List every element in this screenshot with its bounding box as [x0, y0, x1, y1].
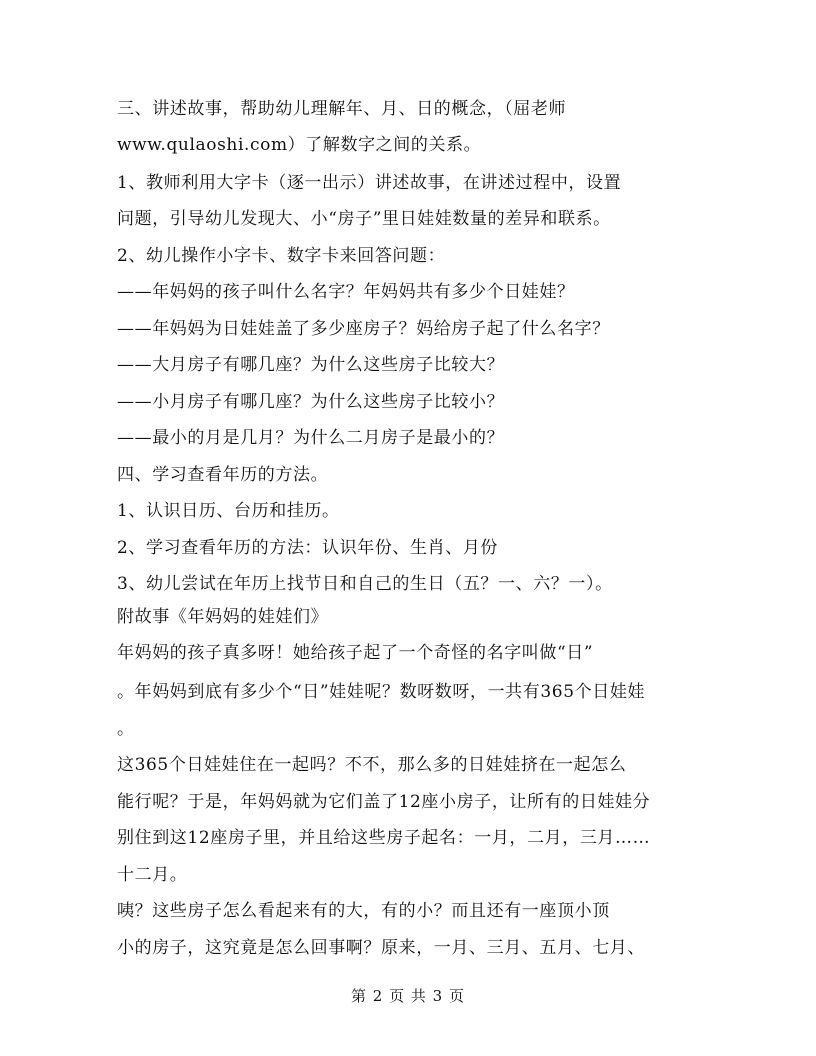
text-line: 。年妈妈到底有多少个“日”娃娃呢？数呀数呀，一共有365个日娃娃: [117, 682, 646, 702]
page-number-footer: 第 2 页 共 3 页: [351, 987, 465, 1005]
text-line: 三、讲述故事，帮助幼儿理解年、月、日的概念，（屈老师: [117, 99, 567, 119]
text-line: 附故事《年妈妈的娃娃们》: [117, 607, 329, 627]
text-line: ——大月房子有哪几座？为什么这些房子比较大？: [117, 355, 505, 375]
text-line: 这365个日娃娃住在一起吗？不不，那么多的日娃娃挤在一起怎么: [117, 755, 627, 775]
text-line: ——小月房子有哪几座？为什么这些房子比较小？: [117, 392, 505, 412]
text-line: 能行呢？于是，年妈妈就为它们盖了12座小房子，让所有的日娃娃分: [117, 792, 651, 812]
text-line: 1、认识日历、台历和挂历。: [117, 501, 340, 521]
text-line: 问题，引导幼儿发现大、小“房子”里日娃娃数量的差异和联系。: [117, 209, 611, 229]
text-line: ——最小的月是几月？为什么二月房子是最小的？: [117, 428, 505, 448]
text-line: ——年妈妈的孩子叫什么名字？年妈妈共有多少个日娃娃？: [117, 282, 575, 302]
text-line: 十二月。: [117, 865, 188, 885]
text-line: 1、教师利用大字卡（逐一出示）讲述故事，在讲述过程中，设置: [117, 173, 622, 193]
text-line: 咦？这些房子怎么看起来有的大，有的小？而且还有一座顶小顶: [117, 901, 610, 921]
text-line: ——年妈妈为日娃娃盖了多少座房子？妈给房子起了什么名字？: [117, 319, 610, 339]
text-line: 2、幼儿操作小字卡、数字卡来回答问题：: [117, 246, 446, 266]
text-line: 别住到这12座房子里，并且给这些房子起名：一月，二月，三月……: [117, 828, 651, 848]
text-line: 3、幼儿尝试在年历上找节日和自己的生日（五？一、六？一）。: [117, 574, 613, 594]
text-line: 年妈妈的孩子真多呀！她给孩子起了一个奇怪的名字叫做“日”: [117, 643, 594, 663]
text-line: 四、学习查看年历的方法。: [117, 465, 329, 485]
text-line: 2、学习查看年历的方法：认识年份、生肖、月份: [117, 538, 499, 558]
text-line: 小的房子，这究竟是怎么回事啊？原来，一月、三月、五月、七月、: [117, 938, 645, 958]
text-line: www.qulaoshi.com）了解数字之间的关系。: [117, 135, 482, 155]
text-line: 。: [117, 719, 135, 739]
